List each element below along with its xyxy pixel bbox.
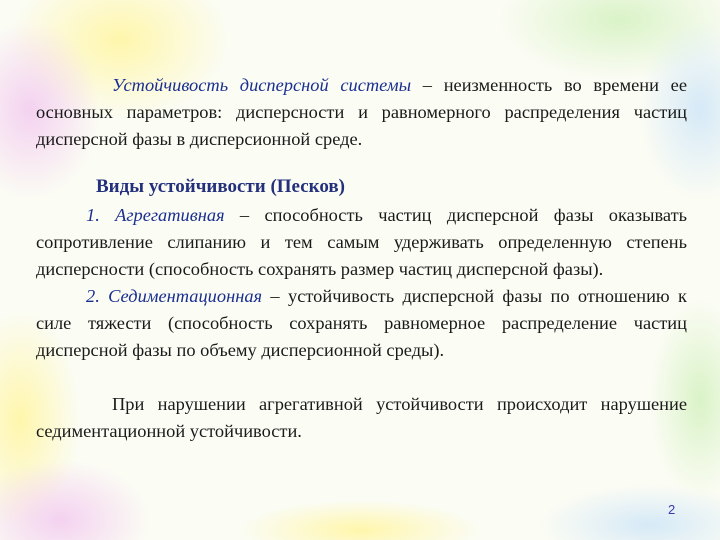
definition-term: Устойчивость дисперсной системы [112,75,412,95]
definition-paragraph [36,72,687,153]
item-text: – устойчивость дисперсной фазы по отношению к силе тяжести (способность сохранять равномерное распределение частиц дисперсной фазы по объему дисперсионной среды). [36,286,687,360]
stability-type-item [36,202,687,283]
page-number: 2 [668,502,676,517]
stability-type-item [36,283,687,364]
slide-content [36,72,687,445]
item-text: – способность частиц дисперсной фазы оказывать сопротивление слипанию и тем самым удерживать определенную степень дисперсности (способность сохранять размер частиц дисперсной фазы). [36,205,687,279]
item-term: 2. Седиментационная [86,286,263,306]
item-term: 1. Агрегативная [86,205,225,225]
section-heading: Виды устойчивости (Песков) [96,176,345,197]
conclusion-paragraph: При нарушении агрегативной устойчивости происходит нарушение седиментационной устойчивости. [36,394,687,441]
definition-text: – неизменность во времени ее основных параметров: дисперсности и равномерного распределения частиц дисперсной фазы в дисперсионной среде. [36,75,687,149]
spacer [36,364,687,391]
